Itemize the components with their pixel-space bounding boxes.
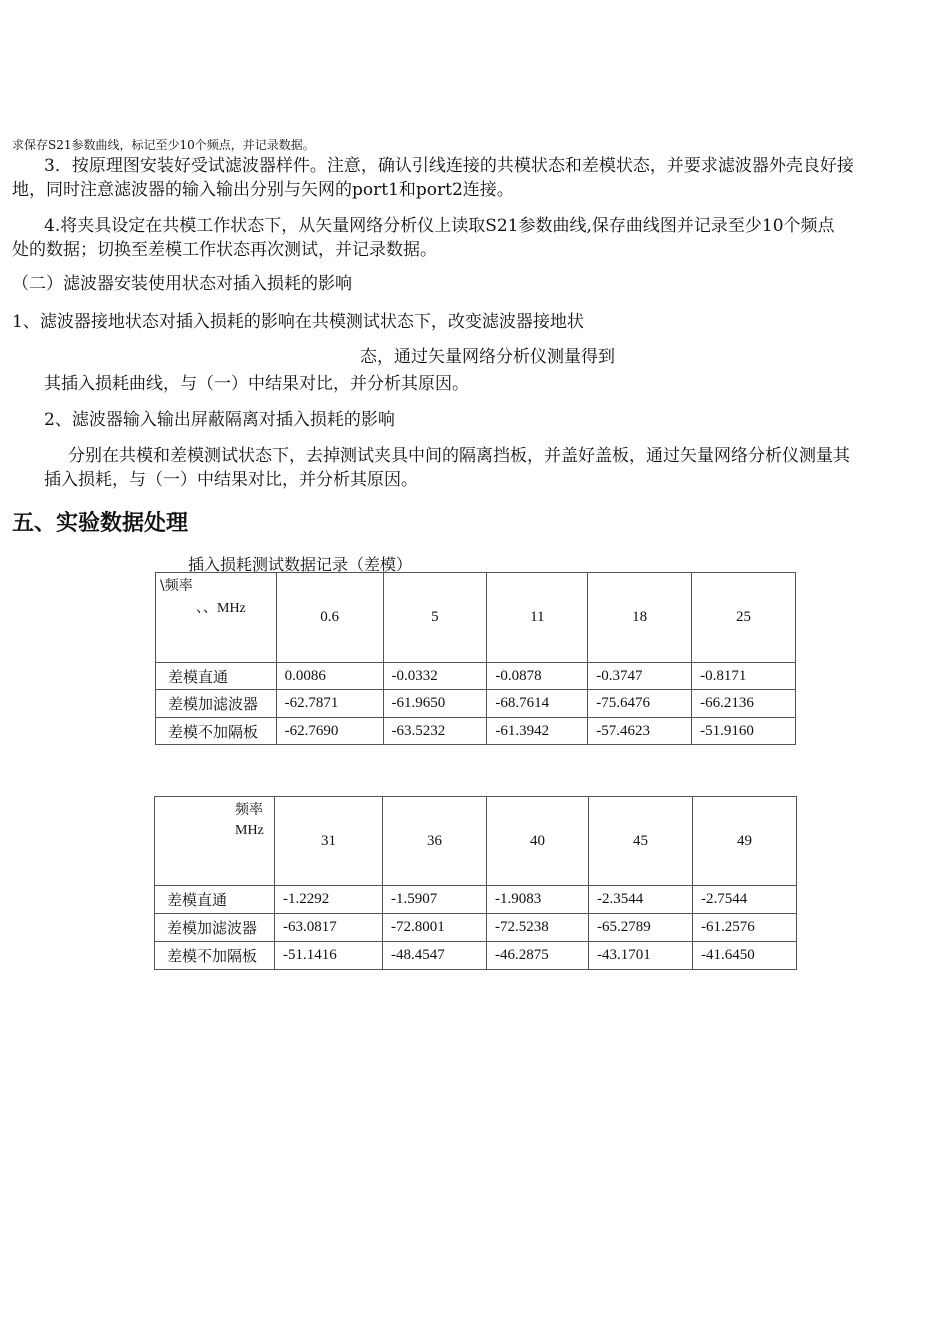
table-row bbox=[156, 718, 796, 745]
row-label: 差模加滤波器 bbox=[155, 914, 275, 942]
table-cell: -63.5232 bbox=[383, 718, 487, 745]
table-cell: -46.2875 bbox=[487, 942, 589, 970]
table-row bbox=[155, 942, 797, 970]
table-cell: -75.6476 bbox=[588, 690, 692, 718]
table-cell: 0.0086 bbox=[276, 663, 383, 690]
table-cell: -1.5907 bbox=[383, 886, 487, 914]
table-caption: 插入损耗测试数据记录（差模） bbox=[188, 555, 413, 574]
freq-header: 0.6 bbox=[276, 573, 383, 663]
freq-header: 40 bbox=[487, 797, 589, 886]
corner-bottom-label: 、、MHz bbox=[196, 601, 246, 616]
freq-header: 5 bbox=[383, 573, 487, 663]
table-cell: -0.0332 bbox=[383, 663, 487, 690]
table-cell: -68.7614 bbox=[487, 690, 588, 718]
corner-header-cell bbox=[156, 573, 277, 663]
text-line-1: 3．按原理图安装好受试滤波器样件。注意，确认引线连接的共模状态和差模状态，并要求滤波器外壳良好接 bbox=[44, 156, 854, 176]
freq-header: 18 bbox=[588, 573, 692, 663]
table-row bbox=[155, 886, 797, 914]
corner-top-label: \频率 bbox=[160, 578, 193, 594]
table-cell: -48.4547 bbox=[383, 942, 487, 970]
table-cell: -61.9650 bbox=[383, 690, 487, 718]
table-cell: -0.0878 bbox=[487, 663, 588, 690]
freq-header: 31 bbox=[275, 797, 383, 886]
section-title: 五、实验数据处理 bbox=[12, 511, 189, 536]
table-cell: -43.1701 bbox=[589, 942, 693, 970]
text-line-9: 2、滤波器输入输出屏蔽隔离对插入损耗的影响 bbox=[44, 410, 395, 430]
freq-header: 11 bbox=[487, 573, 588, 663]
subsection-heading: （二）滤波器安装使用状态对插入损耗的影响 bbox=[12, 274, 352, 294]
corner-header-cell bbox=[155, 797, 275, 886]
row-label: 差模不加隔板 bbox=[156, 718, 277, 745]
text-line-4: 处的数据；切换至差模工作状态再次测试，并记录数据。 bbox=[12, 240, 437, 260]
text-line-10: 分别在共模和差模测试状态下，去掉测试夹具中间的隔离挡板，并盖好盖板，通过矢量网络分析仪测量其 bbox=[68, 446, 850, 466]
table-cell: -62.7871 bbox=[276, 690, 383, 718]
table-cell: -2.3544 bbox=[589, 886, 693, 914]
text-line-0: 求保存S21参数曲线，标记至少10个频点，并记录数据。 bbox=[12, 138, 315, 152]
corner-top-label: 频率 bbox=[235, 802, 263, 818]
table-cell: -57.4623 bbox=[588, 718, 692, 745]
table-cell: -1.9083 bbox=[487, 886, 589, 914]
table-cell: -61.2576 bbox=[693, 914, 797, 942]
table-row bbox=[156, 690, 796, 718]
table-cell: -51.9160 bbox=[692, 718, 796, 745]
text-line-2: 地，同时注意滤波器的输入输出分别与矢网的port1和port2连接。 bbox=[12, 180, 514, 200]
freq-header: 25 bbox=[692, 573, 796, 663]
row-label: 差模加滤波器 bbox=[156, 690, 277, 718]
text-line-8: 其插入损耗曲线，与（一）中结果对比，并分析其原因。 bbox=[44, 374, 469, 394]
table-row bbox=[156, 663, 796, 690]
table-cell: -1.2292 bbox=[275, 886, 383, 914]
table-header-row bbox=[156, 573, 796, 663]
row-label: 差模直通 bbox=[156, 663, 277, 690]
freq-header: 36 bbox=[383, 797, 487, 886]
freq-header: 49 bbox=[693, 797, 797, 886]
data-table-2 bbox=[154, 796, 797, 970]
row-label: 差模不加隔板 bbox=[155, 942, 275, 970]
data-table-1 bbox=[155, 572, 796, 745]
table-cell: -66.2136 bbox=[692, 690, 796, 718]
table-cell: -72.5238 bbox=[487, 914, 589, 942]
table-cell: -0.8171 bbox=[692, 663, 796, 690]
table-cell: -61.3942 bbox=[487, 718, 588, 745]
table-row bbox=[155, 914, 797, 942]
table-cell: -2.7544 bbox=[693, 886, 797, 914]
table-cell: -72.8001 bbox=[383, 914, 487, 942]
table-cell: -62.7690 bbox=[276, 718, 383, 745]
freq-header: 45 bbox=[589, 797, 693, 886]
text-line-7: 态，通过矢量网络分析仪测量得到 bbox=[360, 347, 615, 367]
table-cell: -63.0817 bbox=[275, 914, 383, 942]
table-cell: -0.3747 bbox=[588, 663, 692, 690]
table-header-row bbox=[155, 797, 797, 886]
table-cell: -65.2789 bbox=[589, 914, 693, 942]
text-line-11: 插入损耗，与（一）中结果对比，并分析其原因。 bbox=[44, 470, 418, 490]
table-cell: -51.1416 bbox=[275, 942, 383, 970]
row-label: 差模直通 bbox=[155, 886, 275, 914]
corner-bottom-label: MHz bbox=[235, 823, 264, 838]
table-cell: -41.6450 bbox=[693, 942, 797, 970]
text-line-6: 1、滤波器接地状态对插入损耗的影响在共模测试状态下，改变滤波器接地状 bbox=[12, 312, 584, 332]
text-line-3: 4.将夹具设定在共模工作状态下，从矢量网络分析仪上读取S21参数曲线,保存曲线图并记录至少10个频点 bbox=[44, 216, 835, 236]
